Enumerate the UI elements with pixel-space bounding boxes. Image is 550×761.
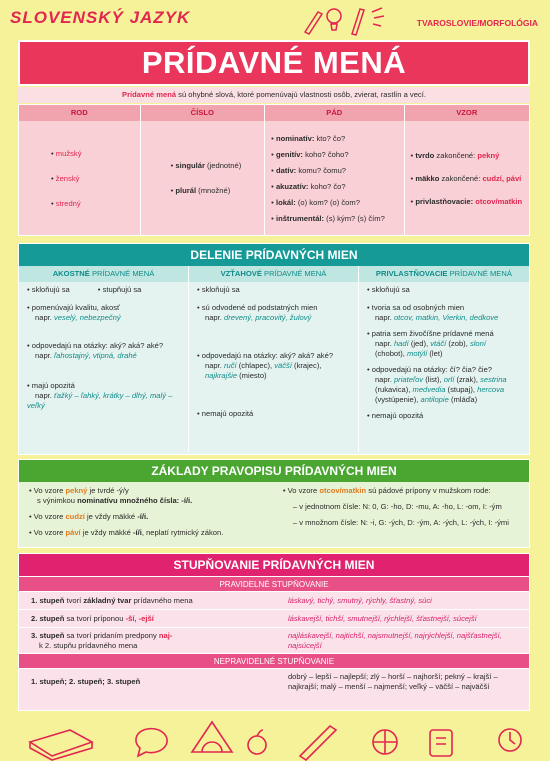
list-item: • datív: komu? čomu? [271, 165, 347, 175]
section-stupnovanie [18, 553, 530, 711]
table-row: 1. stupeň; 2. stupeň; 3. stupeň dobrý – lepší – najlepší; zlý – horší – najhorší; pekný – krajší – najkrajší; malý – menší – najmenší; veľký – väčší – najväčší [19, 668, 529, 694]
brand-title: SLOVENSKÝ JAZYK [10, 8, 191, 27]
list-item: • nemajú opozitá [366, 411, 424, 420]
header-vzor: VZOR [456, 108, 478, 117]
list-item: • tvoria sa od osobných mien napr. otcov, matkin, Vierkin, dedkove [366, 303, 499, 322]
list-item: • sú odvodené od podstatných mien napr. drevený, pracovitý, žulový [196, 303, 318, 322]
page-title: PRÍDAVNÉ MENÁ [141, 45, 407, 80]
list-item: • inštrumentál: (s) kým? (s) čím? [271, 213, 385, 223]
section-pravopis [18, 459, 530, 548]
subtitle: TVAROSLOVIE/MORFOLÓGIA [416, 18, 538, 28]
pad-cell [265, 121, 404, 236]
section-title: ZÁKLADY PRAVOPISU PRÍDAVNÝCH MIEN [19, 460, 529, 482]
list-item: • ženský [51, 173, 80, 183]
list-item: • nominatív: kto? čo? [271, 133, 346, 143]
list-item: • mužský [51, 148, 82, 158]
rod-cell [19, 121, 141, 236]
header-pad: PÁD [265, 105, 404, 121]
doodle-icons [300, 4, 390, 38]
band-nepravidelne: NEPRAVIDELNÉ STUPŇOVANIE [19, 653, 529, 668]
section-title: STUPŇOVANIE PRÍDAVNÝCH MIEN [19, 554, 529, 576]
intro-definition [18, 87, 530, 103]
col-header-vztahove: VZŤAHOVÉ PRÍDAVNÉ MENÁ [189, 266, 359, 282]
grammar-table [18, 104, 530, 236]
band-pravidelne: PRAVIDELNÉ STUPŇOVANIE [19, 576, 529, 591]
doodle-footer-icons [0, 712, 550, 761]
col-header-privlastnovacie: PRIVLASTŇOVACIE PRÍDAVNÉ MENÁ [375, 269, 512, 278]
list-item: • patria sem živočíšne prídavné mená napr. hadí (jed), vtáčí (zob), sloní (chobot), motýlí (let) [366, 329, 494, 358]
header-cislo: ČÍSLO [141, 105, 266, 121]
table-row: 1. stupeň tvorí základný tvar prídavného mena láskavý, tichý, smutný, rýchly, šťastný, súci [19, 591, 529, 609]
list-item: • Vo vzore cudzí je vždy mäkké -í/i. [29, 512, 149, 521]
list-item: • skloňujú sa [366, 285, 410, 294]
list-item: • mäkko zakončené: cudzí, páví [410, 173, 522, 183]
list-item: • odpovedajú na otázky: čí? čia? čie? napr. priateľov (list), orlí (zrak), sestrina (rukavica), medvedia (stupaj), hercova (vystúpenie), antilopie (mláďa) [366, 365, 507, 404]
table-row: 3. stupeň sa tvorí pridaním predpony naj- k 2. stupňu prídavného mena najláskavejší, najtichší, najsmutnejší, najrýchlejší, najšťastnejší, najsúcejší [19, 627, 529, 653]
section-delenie [18, 243, 530, 455]
list-item: • odpovedajú na otázky: aký? aká? aké? napr. ľahostajný, vtipná, drahé [27, 341, 164, 360]
list-item: • skloňujú sa [196, 285, 240, 294]
list-item: • genitív: koho? čoho? [271, 149, 349, 159]
pravopis-body [19, 482, 529, 548]
list-item: • pomenúvajú kvalitu, akosť napr. veselý, nebezpečný [27, 303, 121, 322]
list-item: • Vo vzore pekný je tvrdé -ý/y s výnimkou nominatívu množného čísla: -í/i. [29, 486, 193, 505]
pravopis-right [283, 486, 519, 544]
cislo-cell [141, 121, 266, 236]
list-item: • majú opozitá napr. ťažký – ľahký, krátky – dlhý, malý – veľký [27, 381, 173, 410]
main-title-box [18, 40, 530, 86]
col-header-akostne: AKOSTNÉ PRÍDAVNÉ MENÁ [19, 266, 189, 282]
intro-term: Prídavné mená [122, 90, 177, 99]
list-item: • nemajú opozitá [196, 409, 254, 418]
list-item: • singulár (jednotné) [170, 161, 242, 170]
list-item: • akuzatív: koho? čo? [271, 181, 346, 191]
list-item: – v jednotnom čísle: N: 0, G: -ho, D: -mu, A: -ho, L: -om, I: -ým [292, 502, 502, 511]
list-item: • tvrdo zakončené: pekný [410, 150, 500, 160]
pravopis-left [29, 486, 283, 544]
grammar-table-body [19, 121, 529, 236]
header [0, 0, 550, 42]
list-item: • Vo vzore otcov/matkin sú pádové prípony v mužskom rode: [282, 486, 491, 495]
col-privlastnovacie [359, 282, 529, 452]
intro-text: sú ohybné slová, ktoré pomenúvajú vlastnosti osôb, zvierat, rastlín a vecí. [176, 90, 426, 99]
list-item: • skloňujú sa • stupňujú sa [27, 285, 142, 294]
list-item: • stredný [51, 198, 81, 208]
list-item: – v množnom čísle: N: -i, G: -ých, D: -ým, A: -ých, L: -ých, I: -ými [292, 518, 509, 527]
list-item: • privlastňovacie: otcov/matkin [410, 196, 523, 206]
delenie-body [19, 282, 529, 452]
vzor-cell [405, 121, 529, 236]
table-row: 2. stupeň sa tvorí príponou -ší, -ejší láskavejší, tichší, smutnejší, rýchlejší, šťastnejší, súcejší [19, 609, 529, 627]
list-item: • Vo vzore páví je vždy mäkké -í/i, neplatí rytmický zákon. [29, 528, 224, 537]
col-akostne [19, 282, 189, 452]
grammar-table-header [19, 105, 529, 121]
header-rod: ROD [19, 105, 141, 121]
delenie-column-headers [19, 266, 529, 282]
list-item: • lokál: (o) kom? (o) čom? [271, 197, 360, 207]
col-vztahove [189, 282, 359, 452]
list-item: • plurál (množné) [170, 186, 231, 195]
section-title: DELENIE PRÍDAVNÝCH MIEN [19, 244, 529, 266]
list-item: • odpovedajú na otázky: aký? aká? aké? napr. ručí (chlapec), väčší (krajec), najkrajšie (miesto) [196, 351, 334, 380]
